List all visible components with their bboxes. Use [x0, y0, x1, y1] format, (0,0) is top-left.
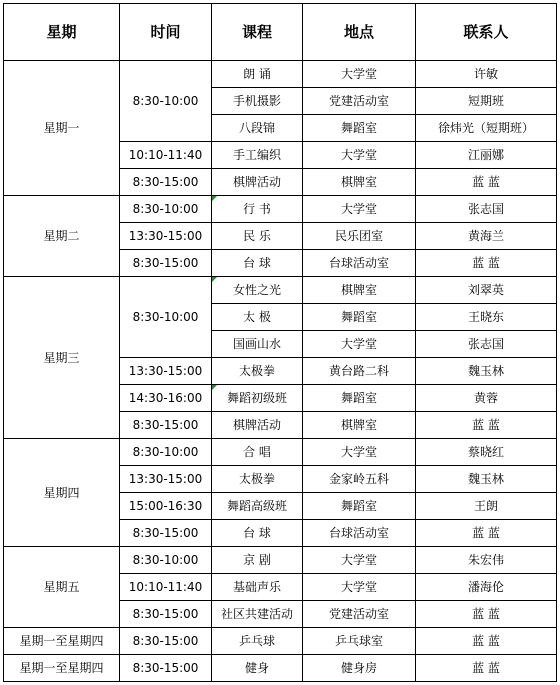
- time-cell: 15:00-16:30: [120, 493, 212, 520]
- time-cell: 13:30-15:00: [120, 466, 212, 493]
- contact-cell: 蓝 蓝: [416, 250, 557, 277]
- course-cell: 基础声乐: [212, 574, 303, 601]
- time-cell: 13:30-15:00: [120, 223, 212, 250]
- table-row: [4, 277, 557, 304]
- time-cell: 14:30-16:00: [120, 385, 212, 412]
- time-cell: 8:30-15:00: [120, 412, 212, 439]
- contact-cell: 江丽娜: [416, 142, 557, 169]
- contact-cell: 蓝 蓝: [416, 169, 557, 196]
- contact-cell: 朱宏伟: [416, 547, 557, 574]
- time-cell: 8:30-10:00: [120, 196, 212, 223]
- time-cell: 8:30-10:00: [120, 61, 212, 142]
- time-cell: 10:10-11:40: [120, 574, 212, 601]
- place-cell: 棋牌室: [303, 277, 416, 304]
- contact-cell: 短期班: [416, 88, 557, 115]
- course-cell: 手机摄影: [212, 88, 303, 115]
- course-cell: 乒乓球: [212, 628, 303, 655]
- place-cell: 大学堂: [303, 61, 416, 88]
- contact-cell: 蓝 蓝: [416, 655, 557, 682]
- place-cell: 大学堂: [303, 547, 416, 574]
- header-day: 星期: [4, 4, 120, 61]
- time-cell: 13:30-15:00: [120, 358, 212, 385]
- course-cell: 女性之光: [212, 277, 303, 304]
- place-cell: 大学堂: [303, 439, 416, 466]
- table-row: [4, 196, 557, 223]
- time-cell: 8:30-10:00: [120, 439, 212, 466]
- course-cell: 舞蹈初级班: [212, 385, 303, 412]
- place-cell: 民乐团室: [303, 223, 416, 250]
- place-cell: 大学堂: [303, 196, 416, 223]
- time-cell: 8:30-10:00: [120, 277, 212, 358]
- course-cell: 民 乐: [212, 223, 303, 250]
- course-cell: 太 极: [212, 304, 303, 331]
- contact-cell: 黄海兰: [416, 223, 557, 250]
- table-row: [4, 439, 557, 466]
- contact-cell: 魏玉林: [416, 358, 557, 385]
- course-cell: 京 剧: [212, 547, 303, 574]
- contact-cell: 徐炜光（短期班）: [416, 115, 557, 142]
- contact-cell: 蔡晓红: [416, 439, 557, 466]
- contact-cell: 魏玉林: [416, 466, 557, 493]
- place-cell: 舞蹈室: [303, 304, 416, 331]
- course-cell: 朗 诵: [212, 61, 303, 88]
- time-cell: 8:30-15:00: [120, 250, 212, 277]
- course-cell: 手工编织: [212, 142, 303, 169]
- course-cell: 合 唱: [212, 439, 303, 466]
- course-cell: 舞蹈高级班: [212, 493, 303, 520]
- table-row: [4, 628, 557, 655]
- table-row: [4, 655, 557, 682]
- day-cell: 星期二: [4, 196, 120, 277]
- contact-cell: 蓝 蓝: [416, 412, 557, 439]
- contact-cell: 张志国: [416, 196, 557, 223]
- contact-cell: 蓝 蓝: [416, 520, 557, 547]
- course-cell: 太极拳: [212, 466, 303, 493]
- contact-cell: 蓝 蓝: [416, 601, 557, 628]
- contact-cell: 潘海伦: [416, 574, 557, 601]
- place-cell: 大学堂: [303, 574, 416, 601]
- place-cell: 大学堂: [303, 331, 416, 358]
- contact-cell: 许敏: [416, 61, 557, 88]
- course-cell: 国画山水: [212, 331, 303, 358]
- day-cell: 星期五: [4, 547, 120, 628]
- course-cell: 八段锦: [212, 115, 303, 142]
- course-cell: 棋牌活动: [212, 169, 303, 196]
- place-cell: 舞蹈室: [303, 115, 416, 142]
- table-row: [4, 547, 557, 574]
- time-cell: 8:30-15:00: [120, 601, 212, 628]
- time-cell: 8:30-15:00: [120, 628, 212, 655]
- table-row: [4, 61, 557, 88]
- course-cell: 棋牌活动: [212, 412, 303, 439]
- place-cell: 舞蹈室: [303, 493, 416, 520]
- course-cell: 行 书: [212, 196, 303, 223]
- time-cell: 8:30-15:00: [120, 655, 212, 682]
- header-contact: 联系人: [416, 4, 557, 61]
- contact-cell: 刘翠英: [416, 277, 557, 304]
- place-cell: 舞蹈室: [303, 385, 416, 412]
- place-cell: 棋牌室: [303, 169, 416, 196]
- place-cell: 台球活动室: [303, 520, 416, 547]
- time-cell: 8:30-10:00: [120, 547, 212, 574]
- contact-cell: 王朗: [416, 493, 557, 520]
- place-cell: 乒乓球室: [303, 628, 416, 655]
- day-cell: 星期一至星期四: [4, 628, 120, 655]
- header-time: 时间: [120, 4, 212, 61]
- day-cell: 星期三: [4, 277, 120, 439]
- course-cell: 社区共建活动: [212, 601, 303, 628]
- time-cell: 8:30-15:00: [120, 169, 212, 196]
- place-cell: 大学堂: [303, 142, 416, 169]
- schedule-table: [3, 3, 557, 682]
- contact-cell: 蓝 蓝: [416, 628, 557, 655]
- contact-cell: 张志国: [416, 331, 557, 358]
- header-row: [4, 4, 557, 61]
- place-cell: 台球活动室: [303, 250, 416, 277]
- course-cell: 台 球: [212, 520, 303, 547]
- day-cell: 星期一至星期四: [4, 655, 120, 682]
- place-cell: 党建活动室: [303, 601, 416, 628]
- place-cell: 金家岭五科: [303, 466, 416, 493]
- place-cell: 党建活动室: [303, 88, 416, 115]
- course-cell: 健身: [212, 655, 303, 682]
- course-cell: 太极拳: [212, 358, 303, 385]
- day-cell: 星期四: [4, 439, 120, 547]
- place-cell: 健身房: [303, 655, 416, 682]
- place-cell: 棋牌室: [303, 412, 416, 439]
- contact-cell: 王晓东: [416, 304, 557, 331]
- time-cell: 8:30-15:00: [120, 520, 212, 547]
- course-cell: 台 球: [212, 250, 303, 277]
- contact-cell: 黄蓉: [416, 385, 557, 412]
- day-cell: 星期一: [4, 61, 120, 196]
- header-course: 课程: [212, 4, 303, 61]
- header-place: 地点: [303, 4, 416, 61]
- place-cell: 黄台路二科: [303, 358, 416, 385]
- time-cell: 10:10-11:40: [120, 142, 212, 169]
